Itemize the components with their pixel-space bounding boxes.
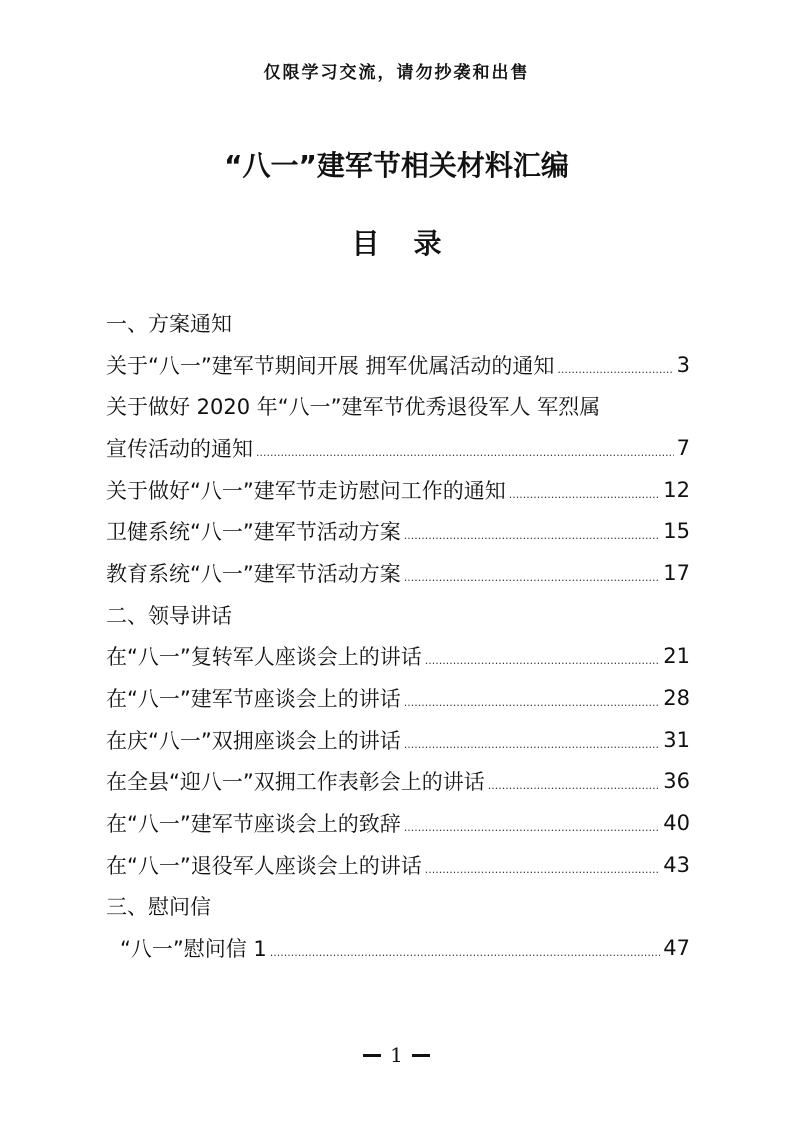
toc-entry-page: 15 (663, 519, 690, 544)
toc-entry-page: 36 (663, 769, 690, 794)
footer-dash-left (363, 1054, 381, 1057)
header-note: 仅限学习交流，请勿抄袭和出售 (263, 63, 530, 83)
toc-entry[interactable] (106, 427, 690, 469)
dot-leader (256, 434, 674, 462)
toc-section-heading: 二、领导讲话 (106, 603, 232, 628)
toc-entry-title: 关于“八一”建军节期间开展 拥军优属活动的通知 (106, 353, 555, 378)
dot-leader (404, 517, 661, 545)
toc-entry[interactable] (106, 510, 690, 552)
toc-entry-page: 28 (663, 686, 690, 711)
toc-entry-title: “八一”慰问信 1 (120, 937, 267, 962)
table-of-contents (106, 302, 690, 969)
toc-section-heading: 三、慰问信 (106, 895, 211, 920)
toc-entry[interactable] (106, 469, 690, 511)
toc-entry[interactable] (106, 761, 690, 803)
toc-entry[interactable] (106, 844, 690, 886)
toc-entry-title: 在“八一”建军节座谈会上的致辞 (106, 812, 401, 837)
dot-leader (404, 559, 661, 587)
dot-leader (404, 726, 661, 754)
dot-leader (404, 809, 661, 837)
toc-entry[interactable] (106, 636, 690, 678)
toc-entry-title: 教育系统“八一”建军节活动方案 (106, 561, 401, 586)
footer-dash-right (412, 1054, 430, 1057)
toc-entry-page: 7 (676, 435, 690, 460)
toc-entry-title: 在“八一”复转军人座谈会上的讲话 (106, 645, 422, 670)
toc-entry-title: 宣传活动的通知 (106, 436, 253, 461)
toc-entry[interactable] (106, 927, 690, 969)
toc-entry[interactable] (106, 802, 690, 844)
toc-entry-title: 卫健系统“八一”建军节活动方案 (106, 520, 401, 545)
toc-section-heading: 一、方案通知 (106, 311, 232, 336)
toc-entry-page: 3 (676, 352, 690, 377)
dot-leader (404, 684, 661, 712)
toc-entry[interactable] (106, 344, 690, 386)
toc-entry-title: 在“八一”建军节座谈会上的讲话 (106, 687, 401, 712)
document-title: “八一”建军节相关材料汇编 (224, 149, 569, 182)
dot-leader (557, 351, 673, 379)
toc-entry-title: 在“八一”退役军人座谈会上的讲话 (106, 853, 422, 878)
toc-entry-page: 47 (663, 936, 690, 961)
toc-entry-page: 40 (663, 811, 690, 836)
toc-heading: 目录 (351, 227, 476, 260)
toc-entry[interactable] (106, 719, 690, 761)
toc-entry-page: 31 (663, 727, 690, 752)
dot-leader (425, 851, 661, 879)
dot-leader (270, 934, 660, 962)
toc-entry-title: 关于做好“八一”建军节走访慰问工作的通知 (106, 478, 506, 503)
toc-entry-title: 在全县“迎八一”双拥工作表彰会上的讲话 (106, 770, 485, 795)
toc-entry[interactable] (106, 552, 690, 594)
toc-entry-title-line[interactable]: 关于做好 2020 年“八一”建军节优秀退役军人 军烈属 (106, 395, 601, 420)
toc-entry-page: 43 (663, 852, 690, 877)
toc-entry-title: 在庆“八一”双拥座谈会上的讲话 (106, 728, 401, 753)
dot-leader (488, 767, 661, 795)
toc-entry-page: 12 (663, 477, 690, 502)
toc-entry-page: 21 (663, 644, 690, 669)
toc-entry-page: 17 (663, 560, 690, 585)
toc-entry[interactable] (106, 677, 690, 719)
page-number: 1 (390, 1043, 403, 1067)
dot-leader (509, 476, 661, 504)
dot-leader (425, 642, 661, 670)
page-footer (0, 1043, 793, 1067)
